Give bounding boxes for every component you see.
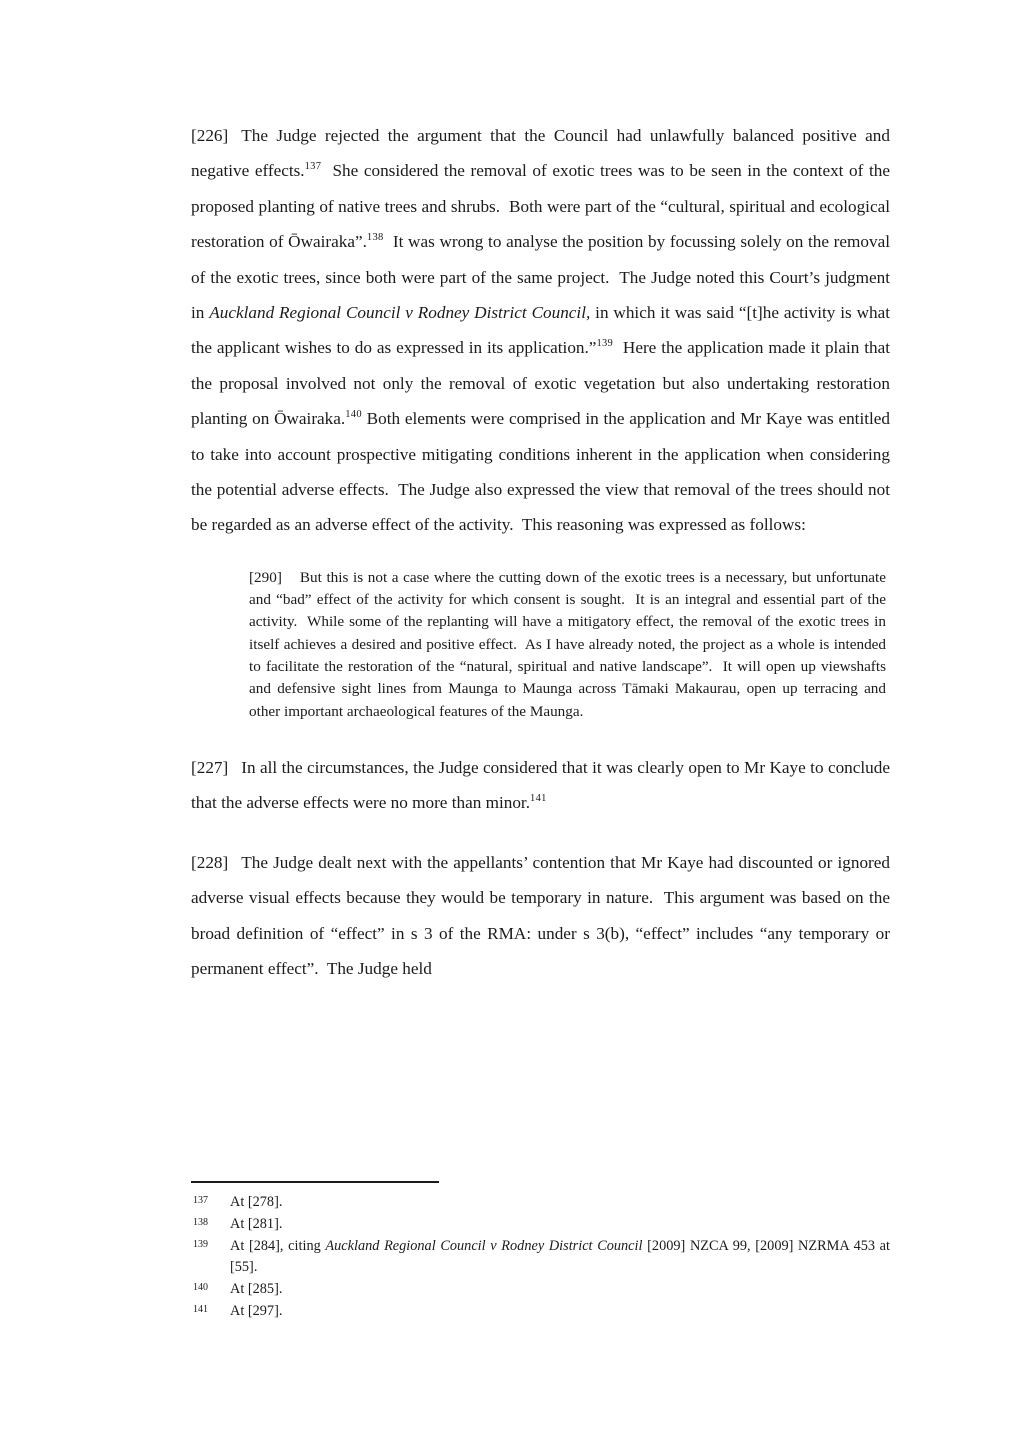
footnote-number: 141	[193, 1303, 208, 1315]
footnote-item-141	[191, 1301, 890, 1323]
footnote-text	[230, 1279, 890, 1301]
quote-paragraph-number: [290]	[249, 568, 282, 586]
judgment-body	[191, 118, 895, 1010]
text-segment: [2009] NZCA 99, [2009] NZRMA 453 at [55].	[230, 1237, 894, 1276]
text-segment: At [285].	[230, 1281, 283, 1298]
paragraph-number: [226]	[191, 126, 229, 145]
paragraph-number: [227]	[191, 757, 229, 777]
text-segment: At [297].	[230, 1302, 283, 1319]
footnote-item-140	[191, 1279, 890, 1301]
text-segment: The Judge dealt next with the appellants’ contention that Mr Kaye had discounted or ignored adverse visual effects because they would be temporary in nature. This argument was based on the broad definition of “effect” in s 3 of the RMA: under s 3(b), “effect” includes “any temporary or permanent effect”. The Judge held	[191, 852, 895, 978]
footnote-text	[230, 1301, 890, 1323]
case-citation-italic: Auckland Regional Council v Rodney District Council	[325, 1237, 643, 1254]
text-segment: At [278].	[230, 1194, 283, 1210]
text-segment: Both elements were comprised in the application and Mr Kaye was entitled to take into account prospective mitigating conditions inherent in the application when considering the potential adverse effects. The Judge also expressed the view that removal of the trees should not be regarded as an adverse effect of the activity. This reasoning was expressed as follows:	[191, 409, 895, 535]
text-segment: At [281].	[230, 1215, 283, 1232]
footnote-ref: 141	[530, 793, 547, 805]
footnote-number: 137	[193, 1195, 208, 1206]
footnote-item-137	[191, 1192, 890, 1214]
text-segment: It was wrong to analyse the position by focussing solely on the removal of the exotic trees, since both were part of the same project. The Judge noted this Court’s judgment in	[191, 232, 895, 323]
footnote-separator	[191, 1181, 439, 1183]
footnote-text	[230, 1214, 890, 1236]
text-segment: in which it was said “[t]he activity is what the applicant wishes to do as expressed in its application.”	[191, 303, 895, 358]
footnote-item-138	[191, 1214, 890, 1236]
footnote-text	[230, 1192, 890, 1214]
text-segment: The Judge rejected the argument that the Council had unlawfully balanced positive and negative effects.	[191, 126, 895, 181]
text-segment: She considered the removal of exotic trees was to be seen in the context of the proposed planting of native trees and shrubs. Both were part of the “cultural, spiritual and ecological restoration of Ōwairaka”.	[191, 161, 895, 252]
text-segment: Here the application made it plain that the proposal involved not only the removal of exotic vegetation but also undertaking restoration planting on Ōwairaka.	[191, 338, 895, 429]
text-segment: But this is not a case where the cutting down of the exotic trees is a necessary, but unfortunate and “bad” effect of the activity for which consent is sought. It is an integral and essential part of the activity. While some of the replanting will have a mitigatory effect, the removal of the exotic trees in itself achieves a desired and positive effect. As I have already noted, the project as a whole is intended to facilitate the restoration of the “natural, spiritual and native landscape”. It will open up viewshafts and defensive sight lines from Maunga to Maunga across Tāmaki Makaurau, open up terracing and other important archaeological features of the Maunga.	[249, 568, 890, 720]
footnote-ref: 137	[304, 161, 322, 173]
paragraph-number: [228]	[191, 852, 229, 872]
footnote-number: 140	[193, 1282, 208, 1294]
footnote-text	[230, 1236, 894, 1280]
text-segment: At [284], citing	[230, 1237, 326, 1254]
paragraph-226	[191, 118, 895, 543]
footnote-item-139	[191, 1236, 894, 1280]
paragraph-228	[191, 845, 895, 987]
footnote-ref: 140	[345, 409, 362, 421]
case-citation-italic: Auckland Regional Council v Rodney District Council,	[209, 303, 591, 323]
footnote-ref: 139	[596, 338, 614, 350]
footnote-number: 139	[193, 1238, 208, 1250]
text-segment: In all the circumstances, the Judge considered that it was clearly open to Mr Kaye to conclude that the adverse effects were no more than minor.	[191, 757, 895, 813]
footnote-number: 138	[193, 1216, 208, 1228]
footnotes-section	[191, 1181, 894, 1323]
paragraph-227	[191, 750, 895, 821]
footnote-ref: 138	[366, 232, 384, 244]
footnote-list	[191, 1192, 894, 1323]
quote-290	[249, 567, 890, 723]
